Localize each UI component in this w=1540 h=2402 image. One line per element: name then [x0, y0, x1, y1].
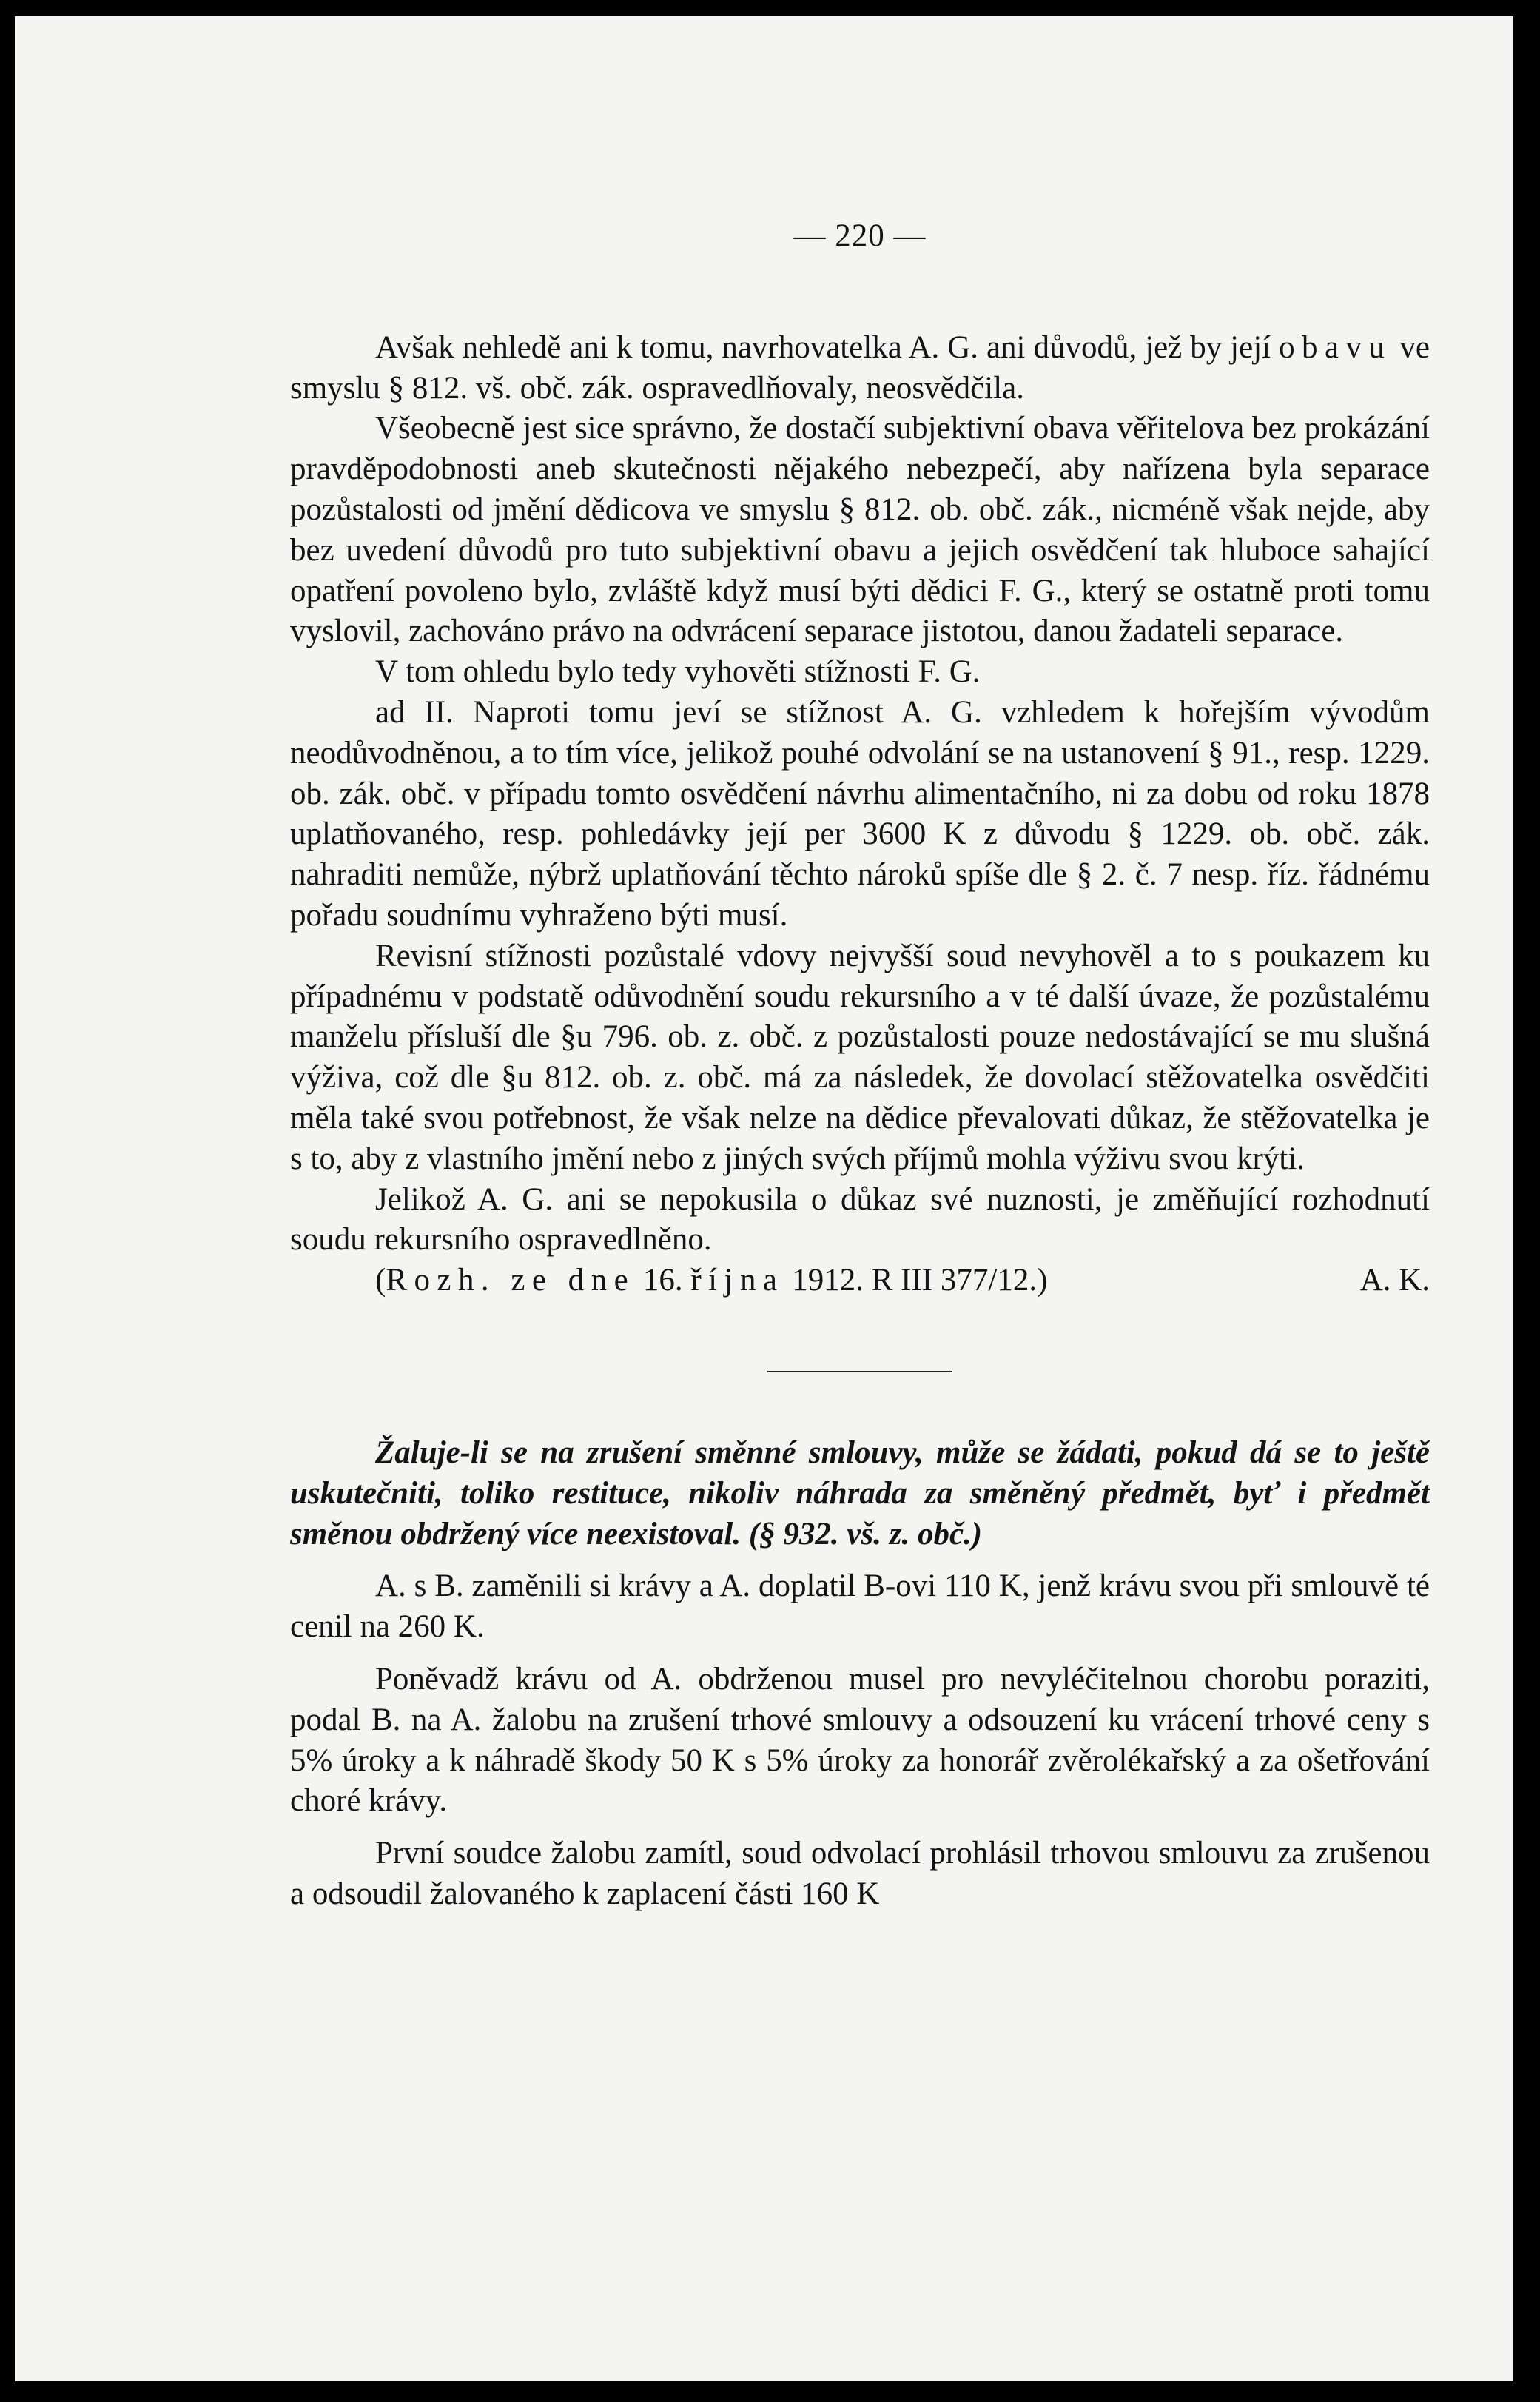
paragraph-4: ad II. Naproti tomu jeví se stížnost A. G. vzhledem k hořejším vývodům neodůvodněnou, a to tím více, jelikož pouhé odvolání se na ustanovení § 91., resp. 1229. ob. zák. obč. v případu tomto osvědčení návrhu alimentačního, ni za dobu od roku 1878 uplatňovaného, resp. pohledávky její per 3600 K z důvodu § 1229. ob. obč. zák. nahraditi nemůže, nýbrž uplatňování těchto nároků spíše dle § 2. č. 7 nesp. říz. řádnému pořadu soudnímu vyhraženo býti musí.: [290, 694, 1430, 933]
paragraph-2: Všeobecně jest sice správno, že dostačí subjektivní obava věřitelova bez prokázání pravděpodobnosti aneb skutečnosti nějakého nebezpečí, aby nařízena byla separace pozůstalosti od jmění dědicova ve smyslu § 812. ob. obč. zák., nicméně však nejde, aby bez uvedení důvodů pro tuto subjektivní obavu a jejich osvědčení tak hluboce sahající opatření povoleno bylo, zvláště když musí býti dědici F. G., který se ostatně proti tomu vyslovil, zachováno právo na odvrácení separace jistotou, danou žadateli separace.: [290, 411, 1430, 649]
section-divider: [767, 1371, 952, 1372]
paragraph-1: [290, 328, 1430, 409]
paragraph-9: První soudce žalobu zamítl, soud odvolací prohlásil trhovou smlouvu za zrušenou a odsoudil žalovaného k zaplacení části 160 K: [290, 1836, 1430, 1911]
text-run: 16.: [635, 1263, 691, 1298]
text-run: 1912. R III 377/12.): [784, 1263, 1048, 1298]
headnote: Žaluje-li se na zrušení směnné smlouvy, může se žádati, pokud dá se to ještě uskutečniti, toliko restituce, nikoliv náhrada za směněný předmět, byť i předmět směnou obdržený více neexistoval. (§ 932. vš. z. obč.): [290, 1435, 1430, 1551]
page-number: — 220 —: [793, 218, 927, 253]
spaced-text: října: [690, 1263, 784, 1298]
paragraph-6: Jelikož A. G. ani se nepokusila o důkaz své nuznosti, je změňující rozhodnutí soudu rekursního ospravedlněno.: [290, 1181, 1430, 1258]
paragraph-5: Revisní stížnosti pozůstalé vdovy nejvyšší soud nevyhověl a to s poukazem ku případnému v podstatě odůvodnění soudu rekursního a v té další úvaze, že pozůstalému manželu přísluší dle §u 796. ob. z. obč. z pozůstalosti pouze nedostávající se mu slušná výživa, což dle §u 812. ob. z. obč. má za následek, že dovolací stěžovatelka osvědčiti měla také svou potřebnost, že však nelze na dědice převalovati důkaz, že stěžovatelka je s to, aby z vlastního jmění nebo z jiných svých příjmů mohla výživu svou krýti.: [290, 938, 1430, 1176]
document-page: [15, 16, 1513, 2381]
paragraph-8: Poněvadž krávu od A. obdrženou musel pro nevyléčitelnou chorobu poraziti, podal B. na A. žalobu na zrušení trhové smlouvy a odsouzení ku vrácení trhové ceny s 5% úroky a k náhradě škody 50 K s 5% úroky za honorář zvěrolékařský a za ošetřování choré krávy.: [290, 1661, 1430, 1819]
paragraph-3: V tom ohledu bylo tedy vyhověti stížnosti F. G.: [375, 654, 981, 690]
page-text: [290, 216, 1430, 1915]
text-run: (: [375, 1263, 386, 1298]
paragraph-7: A. s B. zaměnili si krávy a A. doplatil B-ovi 110 K, jenž krávu svou při smlouvě té cenil na 260 K.: [290, 1569, 1430, 1645]
author-initials: A. K.: [1359, 1263, 1430, 1298]
spaced-text: Rozh. ze dne: [386, 1263, 636, 1298]
text-run: ve smyslu § 812. vš. obč. zák. ospravedlňovaly, neosvědčila.: [290, 329, 1430, 406]
spaced-text: obavu: [1279, 329, 1392, 365]
decision-citation: [290, 1261, 1430, 1301]
text-run: Avšak nehledě ani k tomu, navrhovatelka A. G. ani důvodů, jež by její: [375, 329, 1280, 365]
